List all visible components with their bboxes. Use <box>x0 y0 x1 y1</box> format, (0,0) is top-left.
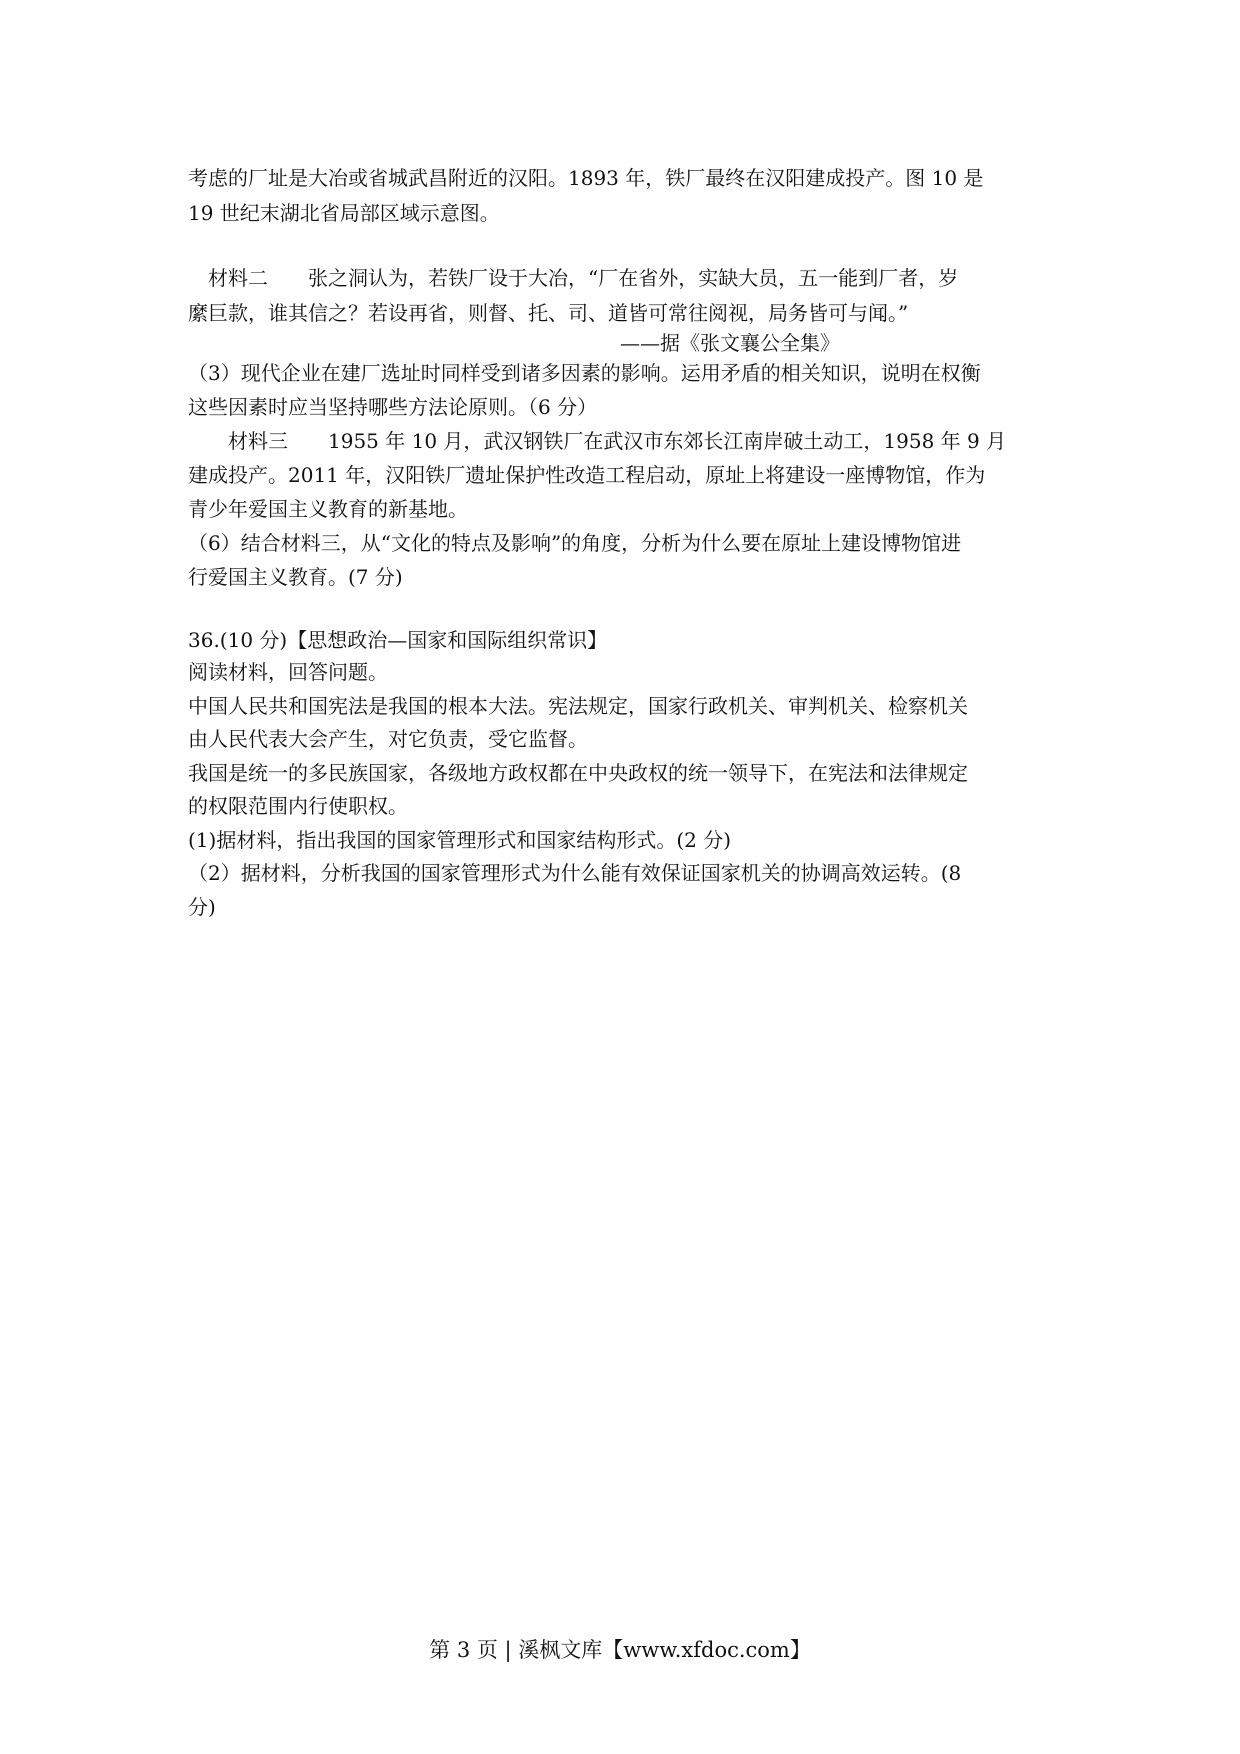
text-line: 我国是统一的多民族国家，各级地方政权都在中央政权的统一领导下，在宪法和法律规定 <box>188 761 968 785</box>
text-line: 阅读材料，回答问题。 <box>188 660 388 684</box>
text-line: （6）结合材料三，从“文化的特点及影响”的角度，分析为什么要在原址上建设博物馆进 <box>188 531 962 555</box>
text-line: 中国人民共和国宪法是我国的根本大法。宪法规定，国家行政机关、审判机关、检察机关 <box>188 694 968 718</box>
text-line: 建成投产。2011 年，汉阳铁厂遗址保护性改造工程启动，原址上将建设一座博物馆，作为 <box>188 463 986 487</box>
page-footer: 第 3 页 | 溪枫文库【www.xfdoc.com】 <box>429 1638 811 1662</box>
question-heading: 36.(10 分)【思想政治—国家和国际组织常识】 <box>188 628 608 652</box>
text-line: 分) <box>188 895 216 919</box>
text-line: （2）据材料，分析我国的国家管理形式为什么能有效保证国家机关的协调高效运转。(8 <box>188 861 962 885</box>
text-line: 青少年爱国主义教育的新基地。 <box>188 497 468 521</box>
text-line: 由人民代表大会产生，对它负责，受它监督。 <box>188 727 588 751</box>
text-line: 19 世纪末湖北省局部区域示意图。 <box>188 201 500 225</box>
text-line: 材料二 张之洞认为，若铁厂设于大冶，“厂在省外，实缺大员，五一能到厂者，岁 <box>188 266 959 290</box>
text-line: (1)据材料，指出我国的国家管理形式和国家结构形式。(2 分) <box>188 828 732 852</box>
text-line: 行爱国主义教育。(7 分) <box>188 565 403 589</box>
text-line: （3）现代企业在建厂选址时同样受到诸多因素的影响。运用矛盾的相关知识，说明在权衡 <box>188 361 981 385</box>
text-line: 的权限范围内行使职权。 <box>188 794 408 818</box>
text-line: 这些因素时应当坚持哪些方法论原则。（6 分） <box>188 395 598 419</box>
text-line: 縻巨款，谁其信之？若设再省，则督、托、司、道皆可常往阅视，局务皆可与闻。” <box>188 301 909 325</box>
text-line: 考虑的厂址是大冶或省城武昌附近的汉阳。1893 年，铁厂最终在汉阳建成投产。图 10 是 <box>188 166 984 190</box>
text-line: 材料三 1955 年 10 月，武汉钢铁厂在武汉市东郊长江南岸破土动工，1958 年 9 月 <box>188 429 1007 453</box>
citation-line: ——据《张文襄公全集》 <box>620 331 840 355</box>
